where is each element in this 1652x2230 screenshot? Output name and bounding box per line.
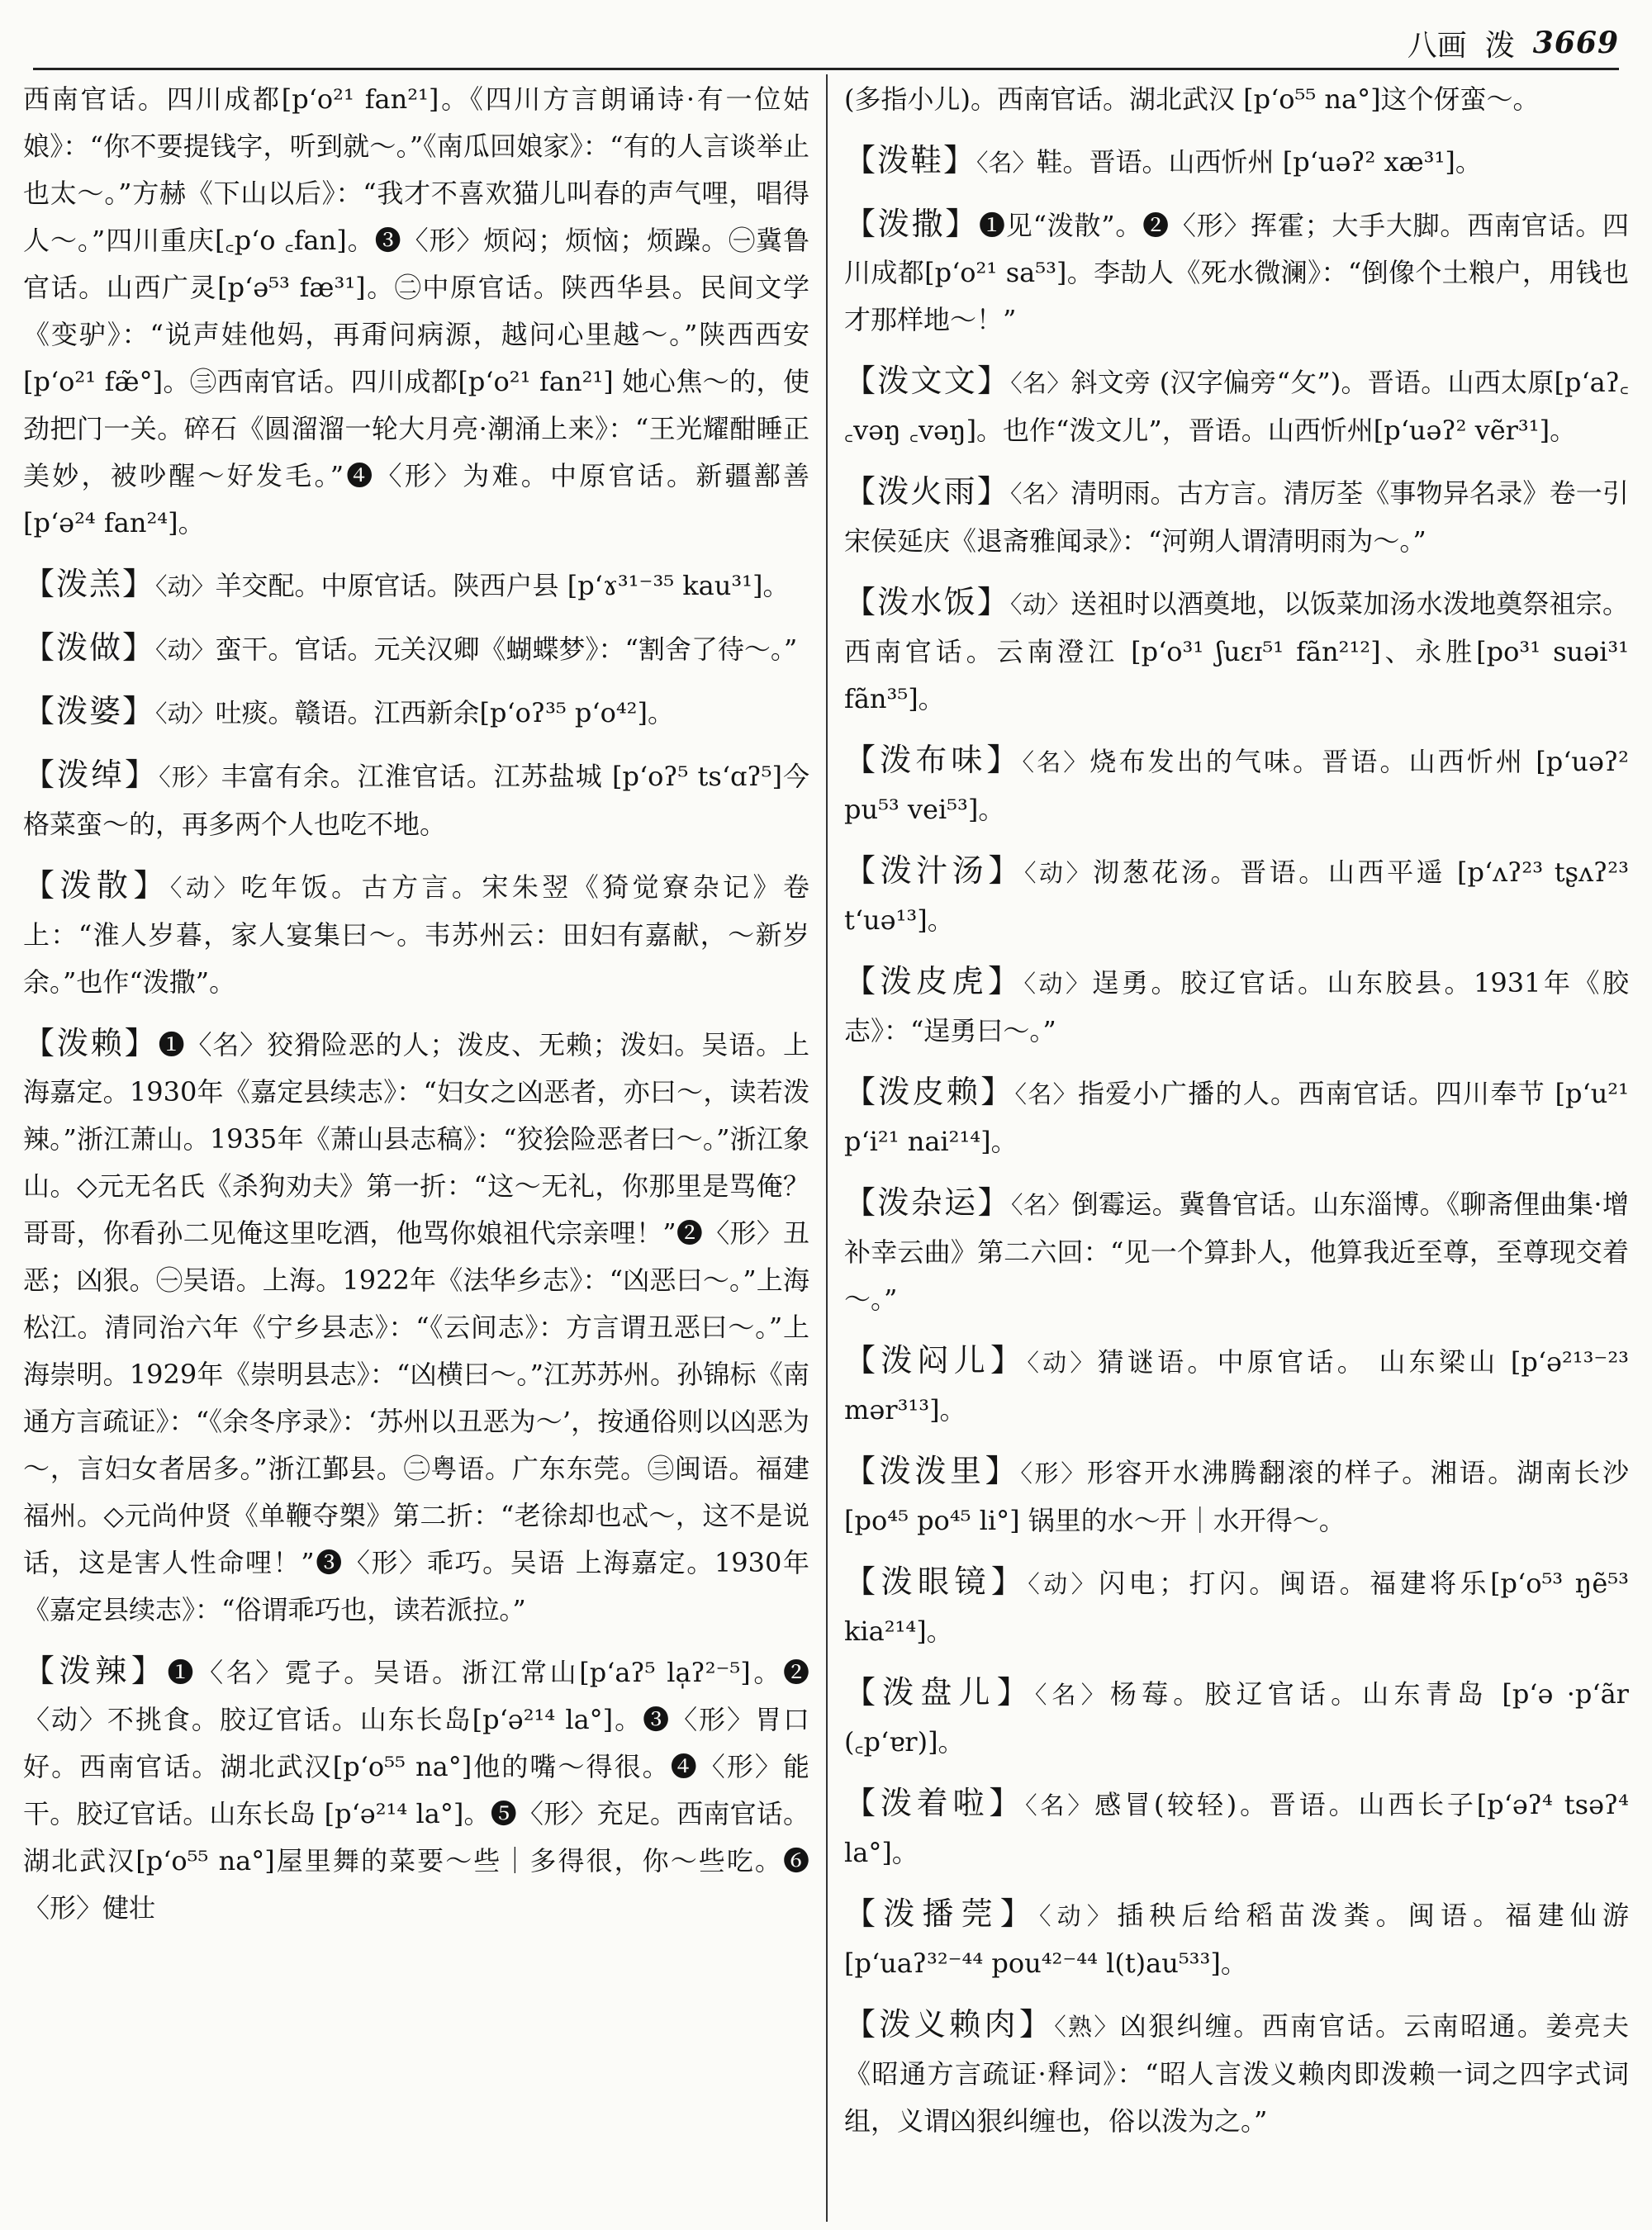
entry-body: 烧布发出的气味。晋语。山西忻州 [pʻuəʔ² pu⁵³ vei⁵³]。 — [844, 746, 1629, 825]
part-of-speech: 〈动〉 — [1038, 1902, 1118, 1930]
dictionary-entry — [844, 847, 1629, 944]
entry-headword: 【泼辣】 — [23, 1653, 168, 1689]
entry-body: 羊交配。中原官话。陕西户县 [pʻɤ³¹⁻³⁵ kau³¹]。 — [215, 570, 790, 601]
entry-headword: 【泼散】 — [23, 867, 170, 904]
entry-headword: 【泼羔】 — [23, 566, 156, 602]
entry-headword: 【泼婆】 — [23, 693, 156, 729]
entry-body: (多指小儿)。西南官话。湖北武汉 [pʻo⁵⁵ na°]这个伢蛮～。 — [844, 83, 1540, 115]
part-of-speech: 〈名〉 — [1034, 1681, 1110, 1709]
entry-headword: 【泼撒】 — [844, 206, 980, 242]
entry-body: 送祖时以酒奠地，以饭菜加汤水泼地奠祭祖宗。西南官话。云南澄江 [pʻo³¹ ʃuɛɪ⁵¹ fãn²¹²]、永胜[po³¹ suəi³¹ fãn³⁵]。 — [844, 588, 1629, 714]
column-divider — [826, 74, 828, 2222]
entry-body: 吐痰。赣语。江西新余[pʻoʔ³⁵ pʻo⁴²]。 — [215, 697, 674, 728]
part-of-speech: 〈动〉 — [155, 700, 216, 728]
part-of-speech: 〈动〉 — [1009, 591, 1071, 619]
dictionary-entry — [844, 358, 1629, 454]
dictionary-entry — [844, 958, 1629, 1055]
part-of-speech: 〈名〉 — [1022, 748, 1090, 776]
entry-headword: 【泼做】 — [23, 629, 156, 666]
dictionary-entry — [844, 1891, 1629, 1987]
part-of-speech: 〈动〉 — [169, 874, 241, 902]
entry-headword: 【泼绰】 — [23, 757, 159, 793]
entry-body: 插秧后给稻苗泼粪。闽语。福建仙游 [pʻuaʔ³²⁻⁴⁴ pou⁴²⁻⁴⁴ l(t)au⁵³³]。 — [844, 1900, 1629, 1979]
part-of-speech: 〈名〉 — [1009, 480, 1071, 508]
page-header — [1289, 18, 1619, 68]
part-of-speech: 〈名〉 — [976, 149, 1037, 177]
part-of-speech: 〈动〉 — [1023, 859, 1094, 887]
entry-continuation — [844, 76, 1629, 123]
dictionary-entry — [844, 1780, 1629, 1877]
entry-headword: 【泼眼镜】 — [844, 1563, 1028, 1600]
header-rule — [33, 68, 1619, 70]
dictionary-entry — [844, 737, 1629, 833]
dictionary-entry — [844, 1448, 1629, 1544]
part-of-speech: 〈名〉 — [1025, 1791, 1095, 1820]
entry-headword: 【泼闷儿】 — [844, 1342, 1028, 1378]
entry-headword: 【泼泼里】 — [844, 1453, 1021, 1489]
dictionary-entry — [844, 2001, 1629, 2145]
dictionary-entry — [23, 688, 809, 738]
entry-body: 蛮干。官话。元关汉卿《蝴蝶梦》：“割舍了待～。” — [215, 633, 798, 665]
entry-body: 指爱小广播的人。西南官话。四川奉节 [pʻu²¹ pʻi²¹ nai²¹⁴]。 — [844, 1078, 1629, 1157]
page-number: 3669 — [1532, 26, 1619, 60]
entry-body: ❶〈名〉霓子。吴语。浙江常山[pʻaʔ⁵ la̩ʔ²⁻⁵]。❷〈动〉不挑食。胶辽官话。山东长岛[pʻə²¹⁴ la°]。❸〈形〉胃口好。西南官话。湖北武汉[pʻo⁵⁵ na°]他的嘴～得很。❹〈形〉能干。胶辽官话。山东长岛 [pʻə²¹⁴ la°]。❺〈形〉充足。西南官话。湖北武汉[pʻo⁵⁵ na°]屋里舞的菜要～些｜多得很，你～些吃。❻〈形〉健壮 — [23, 1657, 809, 1924]
entry-headword: 【泼义赖肉】 — [844, 2006, 1055, 2043]
entry-body: 鞋。晋语。山西忻州 [pʻuəʔ² xæ³¹]。 — [1036, 146, 1482, 178]
entry-body: 杨莓。胶辽官话。山东青岛 [pʻə ·pʻãr (꜀pʻɐr)]。 — [844, 1678, 1629, 1758]
entry-headword: 【泼杂运】 — [844, 1184, 1011, 1221]
left-column — [23, 76, 809, 2219]
dictionary-entry — [844, 201, 1629, 344]
part-of-speech: 〈名〉 — [1010, 369, 1071, 397]
dictionary-entry — [844, 1669, 1629, 1766]
entry-headword: 【泼着啦】 — [844, 1785, 1026, 1821]
entry-headword: 【泼布味】 — [844, 742, 1023, 778]
dictionary-entry — [23, 561, 809, 610]
entry-body: 感冒(较轻)。晋语。山西长子[pʻəʔ⁴ tsəʔ⁴ la°]。 — [844, 1789, 1629, 1868]
entry-body: 西南官话。四川成都[pʻo²¹ fan²¹]。《四川方言朗诵诗·有一位姑娘》：“你不要提钱字，听到就～。”《南瓜回娘家》：“有的人言谈举止也太～。”方赫《下山以后》：“我才不喜欢猫儿叫春的声气哩，唱得人～。”四川重庆[꜀pʻo ꜀fan]。❸〈形〉烦闷；烦恼；烦躁。㊀冀鲁官话。山西广灵[pʻə⁵³ fæ³¹]。㊁中原官话。陕西华县。民间文学《变驴》：“说声娃他妈，再甭问病源，越问心里越～。”陕西西安[pʻo²¹ fæ̃°]。㊂西南官话。四川成都[pʻo²¹ fan²¹] 她心焦～的，使劲把门一关。碎石《圆溜溜一轮大月亮·潮涌上来》：“王光耀酣睡正美妙，被吵醒～好发毛。”❹〈形〉为难。中原官话。新疆鄯善[pʻə²⁴ fan²⁴]。 — [23, 83, 809, 539]
entry-body: 凶狠纠缠。西南官话。云南昭通。姜亮夫《昭通方言疏证·释词》：“昭人言泼义赖肉即泼赖一词之四字式词组，义谓凶狠纠缠也，俗以泼为之。” — [844, 2010, 1629, 2137]
part-of-speech: 〈形〉 — [159, 763, 221, 791]
entry-body: 形容开水沸腾翻滚的样子。湘语。湖南长沙 [po⁴⁵ po⁴⁵ li°] 锅里的水～开｜水开得～。 — [844, 1457, 1629, 1536]
part-of-speech: 〈名〉 — [1014, 1080, 1078, 1108]
section-label: 八画 — [1407, 28, 1467, 63]
dictionary-entry — [844, 579, 1629, 723]
right-column — [844, 76, 1629, 2219]
entry-headword: 【泼播莞】 — [844, 1896, 1039, 1932]
dictionary-entry — [23, 862, 809, 1006]
dictionary-entry — [844, 1179, 1629, 1323]
part-of-speech: 〈名〉 — [1010, 1191, 1072, 1219]
entry-body: 丰富有余。江淮官话。江苏盐城 [pʻoʔ⁵ tsʻɑʔ⁵]今格菜蛮～的，再多两个人也吃不地。 — [23, 761, 809, 840]
dictionary-entry — [23, 1648, 809, 1932]
entry-body: 吃年饭。古方言。宋朱翌《猗觉寮杂记》卷上：“淮人岁暮，家人宴集曰～。韦苏州云：田妇有嘉献，～新岁余。”也作“泼撒”。 — [23, 871, 809, 998]
entry-headword: 【泼火雨】 — [844, 473, 1010, 510]
entry-headword: 【泼赖】 — [23, 1025, 159, 1061]
part-of-speech: 〈动〉 — [155, 572, 216, 600]
entry-headword: 【泼皮虎】 — [844, 963, 1024, 999]
entry-continuation — [23, 76, 809, 547]
part-of-speech: 〈形〉 — [1020, 1459, 1087, 1487]
dictionary-entry — [844, 1337, 1629, 1434]
dictionary-entry — [844, 137, 1629, 187]
entry-body: 倒霉运。冀鲁官话。山东淄博。《聊斋俚曲集·增补幸云曲》第二六回：“见一个算卦人，他算我近至尊，至尊现交着～。” — [844, 1189, 1629, 1315]
head-character: 泼 — [1484, 28, 1515, 63]
dictionary-entry — [844, 468, 1629, 565]
entry-body: 逞勇。胶辽官话。山东胶县。1931年《胶志》：“逞勇曰～。” — [844, 967, 1629, 1046]
entry-headword: 【泼汁汤】 — [844, 852, 1024, 889]
part-of-speech: 〈动〉 — [155, 636, 216, 664]
entry-body: ❶见“泼散”。❷〈形〉挥霍；大手大脚。西南官话。四川成都[pʻo²¹ sa⁵³]。李劼人《死水微澜》：“倒像个土粮户，用钱也才那样地～！” — [844, 210, 1629, 335]
entry-headword: 【泼皮赖】 — [844, 1074, 1015, 1110]
dictionary-entry — [844, 1069, 1629, 1165]
dictionary-entry — [23, 624, 809, 674]
dictionary-entry — [23, 752, 809, 848]
dictionary-entry — [844, 1559, 1629, 1655]
entry-body: 闪电；打闪。闽语。福建将乐[pʻo⁵³ ŋẽ⁵³ kia²¹⁴]。 — [844, 1568, 1629, 1647]
part-of-speech: 〈动〉 — [1027, 1349, 1098, 1377]
entry-headword: 【泼盘儿】 — [844, 1674, 1035, 1710]
dictionary-entry — [23, 1020, 809, 1634]
entry-headword: 【泼鞋】 — [844, 142, 977, 178]
entry-body: 斜文旁 (汉字偏旁“攵”)。晋语。山西太原[pʻaʔ꜀ ꜀vəŋ ꜀vəŋ]。也作“泼文儿”，晋语。山西忻州[pʻuəʔ² vẽr³¹]。 — [844, 367, 1629, 446]
part-of-speech: 〈动〉 — [1028, 1570, 1099, 1598]
entry-body: ❶〈名〉狡猾险恶的人；泼皮、无赖；泼妇。吴语。上海嘉定。1930年《嘉定县续志》：“妇女之凶恶者，亦曰～，读若泼辣。”浙江萧山。1935年《萧山县志稿》：“狡狯险恶者曰～。”浙江象山。◇元无名氏《杀狗劝夫》第一折：“这～无礼，你那里是骂俺？哥哥，你看孙二见俺这里吃酒，他骂你娘祖代宗亲哩！”❷〈形〉丑恶；凶狠。㊀吴语。上海。1922年《法华乡志》：“凶恶曰～。”上海松江。清同治六年《宁乡县志》：“《云间志》：方言谓丑恶曰～。”上海崇明。1929年《崇明县志》：“凶横曰～。”江苏苏州。孙锦标《南通方言疏证》：“《余冬序录》：‘苏州以丑恶为～’，按通俗则以凶恶为～，言妇女者居多。”浙江鄞县。㊁粤语。广东东莞。㊂闽语。福建福州。◇元尚仲贤《单鞭夺槊》第二折：“老徐却也忒～，这不是说话，这是害人性命哩！”❸〈形〉乖巧。吴语 上海嘉定。1930年《嘉定县续志》：“俗谓乖巧也，读若派拉。” — [23, 1029, 809, 1625]
part-of-speech: 〈动〉 — [1023, 970, 1093, 998]
entry-body: 沏葱花汤。晋语。山西平遥 [pʻʌʔ²³ tʂʌʔ²³ tʻuə¹³]。 — [844, 856, 1629, 936]
part-of-speech: 〈熟〉 — [1054, 2013, 1120, 2041]
entry-headword: 【泼文文】 — [844, 363, 1011, 399]
entry-body: 猜谜语。中原官话。 山东梁山 [pʻə²¹³⁻²³ mər³¹³]。 — [844, 1346, 1629, 1426]
entry-headword: 【泼水饭】 — [844, 584, 1010, 620]
entry-body: 清明雨。古方言。清厉荃《事物异名录》卷一引宋侯延庆《退斋雅闻录》：“河朔人谓清明雨为～。” — [844, 477, 1629, 557]
